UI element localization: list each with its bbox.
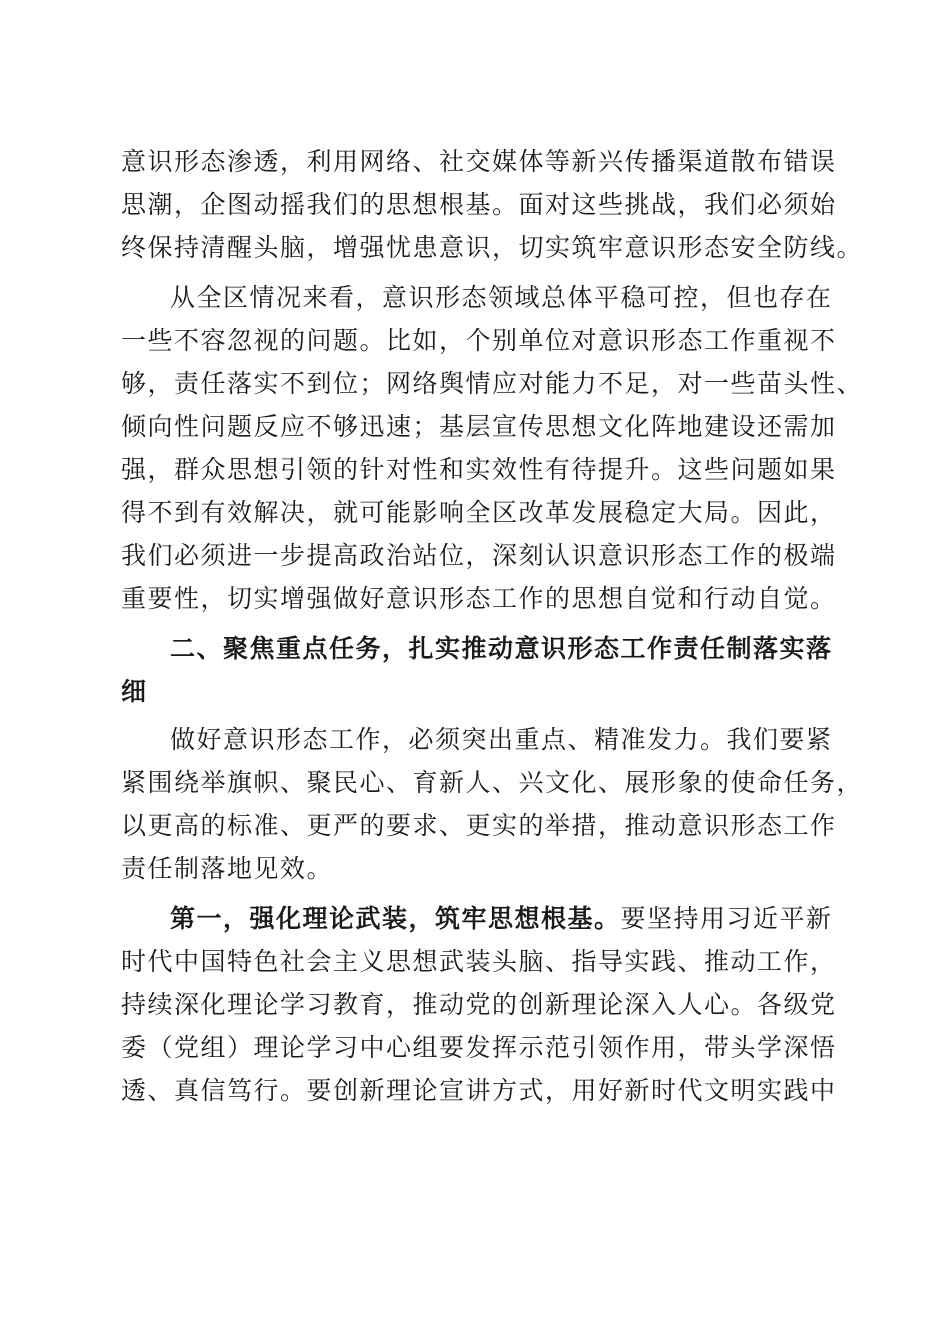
- paragraph-line: 责任制落地见效。: [121, 854, 334, 883]
- paragraph-line: 重要性，切实增强做好意识形态工作的思想自觉和行动自觉。: [121, 584, 837, 613]
- paragraph-text: 要坚持用习近平新: [620, 904, 833, 933]
- paragraph-line: 思潮，企图动摇我们的思想根基。面对这些挑战，我们必须始: [121, 190, 837, 219]
- paragraph-line: 做好意识形态工作，必须突出重点、精准发力。我们要紧: [170, 725, 833, 754]
- subheading-lead: 第一，强化理论武装，筑牢思想根基。: [170, 904, 621, 933]
- paragraph-line: 够，责任落实不到位；网络舆情应对能力不足，对一些苗头性、: [121, 369, 864, 398]
- paragraph-line: [170, 903, 890, 935]
- paragraph-line: 意识形态渗透，利用网络、社交媒体等新兴传播渠道散布错误: [121, 147, 837, 176]
- paragraph-line: 透、真信笃行。要创新理论宣讲方式，用好新时代文明实践中: [121, 1076, 837, 1105]
- paragraph-line: 强，群众思想引领的针对性和实效性有待提升。这些问题如果: [121, 455, 837, 484]
- paragraph-line: 委（党组）理论学习中心组要发挥示范引领作用，带头学深悟: [121, 1033, 837, 1062]
- paragraph-line: 以更高的标准、更严的要求、更实的举措，推动意识形态工作: [121, 811, 837, 840]
- section-heading: 二、聚焦重点任务，扎实推动意识形态工作责任制落实落: [170, 634, 833, 663]
- paragraph-line: 得不到有效解决，就可能影响全区改革发展稳定大局。因此，: [121, 498, 837, 527]
- paragraph-line: 紧围绕举旗帜、聚民心、育新人、兴文化、展形象的使命任务，: [121, 768, 864, 797]
- paragraph-line: 一些不容忽视的问题。比如，个别单位对意识形态工作重视不: [121, 326, 837, 355]
- paragraph-line: 时代中国特色社会主义思想武装头脑、指导实践、推动工作，: [121, 947, 837, 976]
- paragraph-line: 持续深化理论学习教育，推动党的创新理论深入人心。各级党: [121, 990, 837, 1019]
- paragraph-line: 倾向性问题反应不够迅速；基层宣传思想文化阵地建设还需加: [121, 412, 837, 441]
- section-heading-continued: 细: [121, 677, 148, 706]
- paragraph-line: 我们必须进一步提高政治站位，深刻认识意识形态工作的极端: [121, 541, 837, 570]
- paragraph-line: 终保持清醒头脑，增强忧患意识，切实筑牢意识形态安全防线。: [121, 233, 864, 262]
- paragraph-line: 从全区情况来看，意识形态领域总体平稳可控，但也存在: [170, 283, 833, 312]
